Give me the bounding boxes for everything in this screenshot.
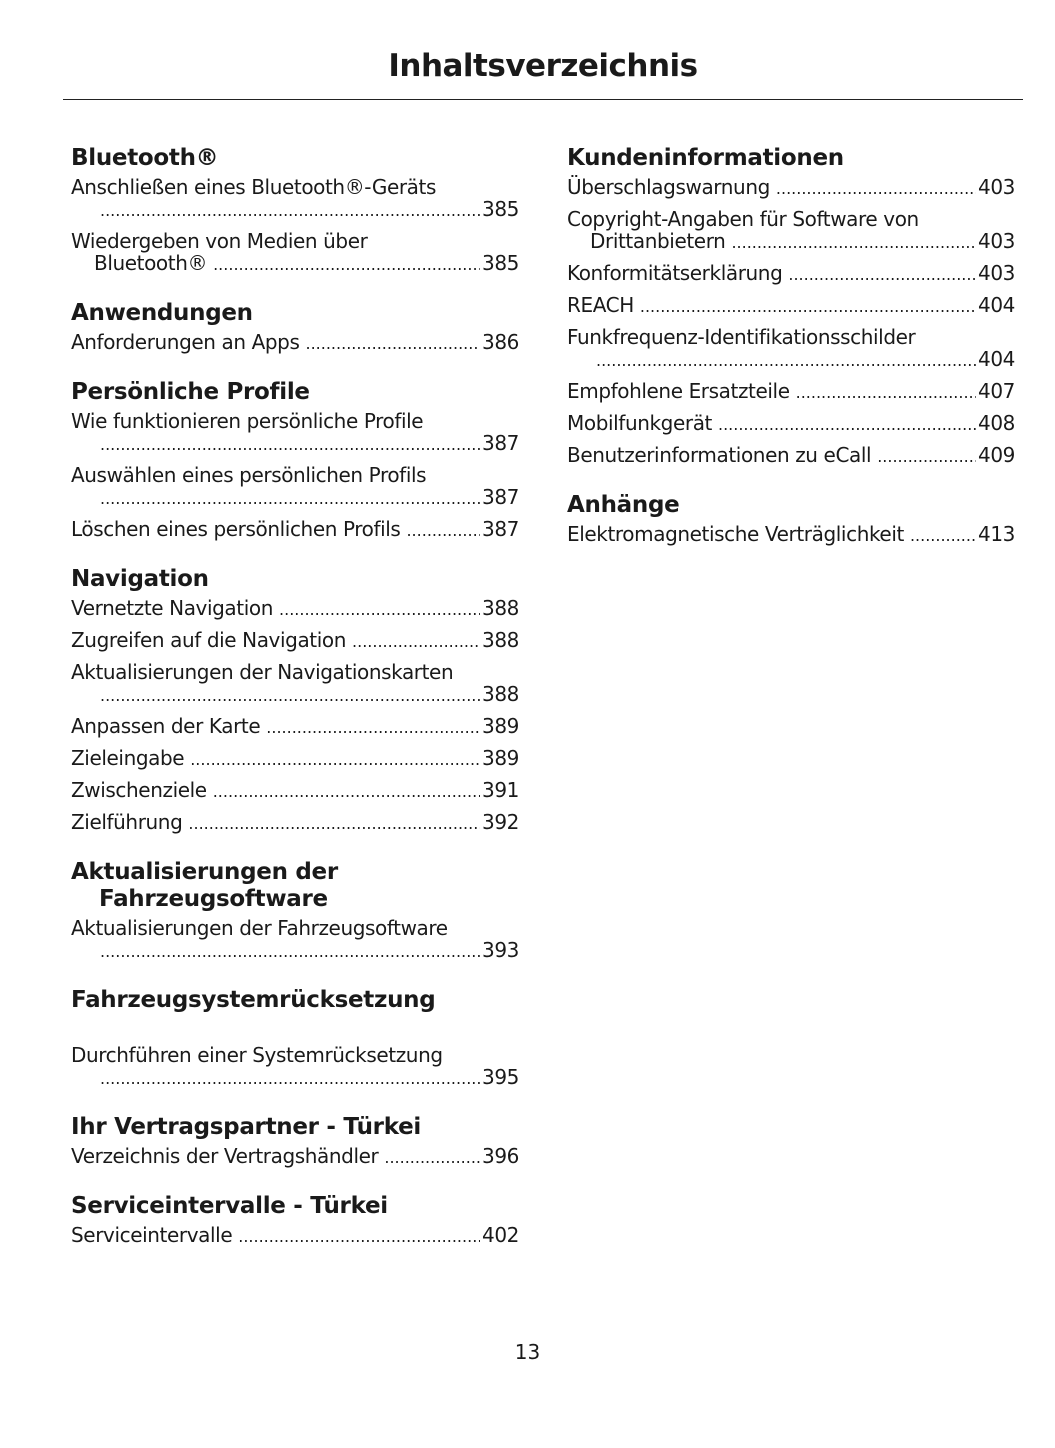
section-heading: Navigation <box>71 566 209 592</box>
entry-title-continued: Bluetooth® <box>94 251 208 275</box>
entry-title: REACH <box>567 293 634 317</box>
entry-title: Zugreifen auf die Navigation <box>71 628 347 652</box>
toc-entry[interactable] <box>71 597 519 621</box>
page-title: Inhaltsverzeichnis <box>388 48 698 84</box>
entry-line <box>94 252 519 276</box>
dot-leader <box>640 294 976 318</box>
entry-page-number: 402 <box>482 1223 519 1247</box>
entry-title: Überschlagswarnung <box>567 175 770 199</box>
entry-line <box>71 1224 519 1248</box>
dot-leader <box>188 811 480 835</box>
title-divider <box>63 99 1023 100</box>
entry-page-number: 396 <box>482 1144 519 1168</box>
entry-line <box>94 939 519 963</box>
entry-page-number: 388 <box>482 596 519 620</box>
entry-line <box>590 230 1015 254</box>
entry-page-number: 392 <box>482 810 519 834</box>
entry-title: Zwischenziele <box>71 778 207 802</box>
entry-title: Wiedergeben von Medien über <box>71 229 368 253</box>
dot-leader <box>100 198 480 222</box>
entry-line <box>94 1066 519 1090</box>
entry-page-number: 403 <box>978 229 1015 253</box>
section-heading: Anhänge <box>567 492 680 518</box>
section-heading: Anwendungen <box>71 300 253 326</box>
toc-entry[interactable] <box>71 1044 519 1090</box>
toc-entry[interactable] <box>567 444 1015 468</box>
dot-leader <box>776 176 976 200</box>
section-heading: Persönliche Profile <box>71 379 310 405</box>
toc-entry[interactable] <box>567 176 1015 200</box>
entry-title: Serviceintervalle <box>71 1223 233 1247</box>
toc-entry[interactable] <box>567 208 1015 254</box>
toc-section-persoenliche-profile <box>71 379 519 542</box>
entry-title: Benutzerinformationen zu eCall <box>567 443 872 467</box>
entry-line <box>94 486 519 510</box>
toc-right-column <box>567 145 1015 555</box>
entry-page-number: 403 <box>978 261 1015 285</box>
entry-title: Durchführen einer Systemrücksetzung <box>71 1043 443 1067</box>
toc-section-anwendungen <box>71 300 519 355</box>
entry-page-number: 408 <box>978 411 1015 435</box>
entry-page-number: 404 <box>978 347 1015 371</box>
entry-line <box>71 1145 519 1169</box>
entry-line <box>567 294 1015 318</box>
dot-leader <box>238 1224 480 1248</box>
entry-page-number: 413 <box>978 522 1015 546</box>
toc-section-bluetooth <box>71 145 519 276</box>
toc-entry[interactable] <box>71 1145 519 1169</box>
toc-entry[interactable] <box>71 747 519 771</box>
entry-line <box>71 331 519 355</box>
entry-title: Aktualisierungen der Fahrzeugsoftware <box>71 916 448 940</box>
dot-leader <box>213 779 480 803</box>
entry-line <box>567 176 1015 200</box>
toc-entry[interactable] <box>71 518 519 542</box>
entry-title: Funkfrequenz-Identifikationsschilder <box>567 325 916 349</box>
entry-title: Zielführung <box>71 810 183 834</box>
entry-page-number: 389 <box>482 746 519 770</box>
section-heading: Fahrzeugsystemrücksetzung <box>71 987 436 1013</box>
entry-title: Auswählen eines persönlichen Profils <box>71 463 427 487</box>
toc-entry[interactable] <box>71 811 519 835</box>
dot-leader <box>100 683 480 707</box>
entry-page-number: 393 <box>482 938 519 962</box>
dot-leader <box>718 412 976 436</box>
section-heading: Ihr Vertragspartner - Türkei <box>71 1114 421 1140</box>
dot-leader <box>306 331 481 355</box>
section-heading: Serviceintervalle - Türkei <box>71 1193 388 1219</box>
entry-line <box>71 597 519 621</box>
dot-leader <box>100 432 480 456</box>
toc-entry[interactable] <box>71 917 519 963</box>
toc-entry[interactable] <box>71 629 519 653</box>
entry-page-number: 391 <box>482 778 519 802</box>
toc-section-fahrzeugsystemruecksetzung <box>71 987 519 1090</box>
dot-leader <box>279 597 480 621</box>
dot-leader <box>190 747 480 771</box>
toc-entry[interactable] <box>567 326 1015 372</box>
dot-leader <box>100 1066 480 1090</box>
entry-page-number: 387 <box>482 485 519 509</box>
entry-line <box>94 198 519 222</box>
entry-page-number: 403 <box>978 175 1015 199</box>
toc-section-aktualisierungen-der-fahrzeugsoftware <box>71 859 519 963</box>
entry-line <box>567 523 1015 547</box>
entry-line <box>567 380 1015 404</box>
entry-page-number: 388 <box>482 682 519 706</box>
toc-entry[interactable] <box>567 523 1015 547</box>
page-number: 13 <box>514 1340 541 1364</box>
toc-entry[interactable] <box>71 1224 519 1248</box>
toc-entry[interactable] <box>71 230 519 276</box>
entry-title: Copyright-Angaben für Software von <box>567 207 919 231</box>
entry-title: Vernetzte Navigation <box>71 596 274 620</box>
entry-title-continued: Drittanbietern <box>590 229 726 253</box>
entry-line <box>94 432 519 456</box>
dot-leader <box>100 486 480 510</box>
dot-leader <box>877 444 976 468</box>
entry-title: Empfohlene Ersatzteile <box>567 379 790 403</box>
toc-entry[interactable] <box>71 779 519 803</box>
entry-page-number: 389 <box>482 714 519 738</box>
entry-title: Elektromagnetische Verträglichkeit <box>567 522 904 546</box>
entry-line <box>567 444 1015 468</box>
section-heading: Kundeninformationen <box>567 145 844 171</box>
entry-line <box>71 629 519 653</box>
entry-title: Mobilfunkgerät <box>567 411 712 435</box>
toc-entry[interactable] <box>71 715 519 739</box>
entry-title: Löschen eines persönlichen Profils <box>71 517 401 541</box>
entry-title: Verzeichnis der Vertragshändler <box>71 1144 379 1168</box>
toc-section-kundeninformationen <box>567 145 1015 468</box>
toc-entry[interactable] <box>567 294 1015 318</box>
entry-title: Aktualisierungen der Navigationskarten <box>71 660 454 684</box>
toc-entry[interactable] <box>71 176 519 222</box>
toc-entry[interactable] <box>567 412 1015 436</box>
toc-entry[interactable] <box>567 262 1015 286</box>
entry-title: Wie funktionieren persönliche Profile <box>71 409 424 433</box>
toc-section-navigation <box>71 566 519 835</box>
entry-line <box>71 518 519 542</box>
entry-line <box>590 348 1015 372</box>
entry-title: Anpassen der Karte <box>71 714 261 738</box>
toc-left-column <box>71 145 519 1256</box>
entry-page-number: 409 <box>978 443 1015 467</box>
entry-line <box>567 412 1015 436</box>
entry-line <box>71 715 519 739</box>
entry-page-number: 385 <box>482 197 519 221</box>
entry-page-number: 387 <box>482 431 519 455</box>
dot-leader <box>406 518 480 542</box>
toc-section-serviceintervalle-tuerkei <box>71 1193 519 1248</box>
entry-line <box>71 811 519 835</box>
dot-leader <box>384 1145 480 1169</box>
entry-line <box>71 779 519 803</box>
dot-leader <box>788 262 976 286</box>
section-heading: Bluetooth® <box>71 145 219 171</box>
entry-title: Konformitätserklärung <box>567 261 783 285</box>
entry-page-number: 387 <box>482 517 519 541</box>
toc-entry[interactable] <box>71 331 519 355</box>
toc-section-ihr-vertragspartner-tuerkei <box>71 1114 519 1169</box>
dot-leader <box>266 715 480 739</box>
toc-entry[interactable] <box>71 661 519 707</box>
toc-entry[interactable] <box>71 410 519 456</box>
dot-leader <box>731 230 976 254</box>
dot-leader <box>352 629 480 653</box>
toc-entry[interactable] <box>71 464 519 510</box>
dot-leader <box>213 252 480 276</box>
entry-page-number: 404 <box>978 293 1015 317</box>
entry-page-number: 385 <box>482 251 519 275</box>
entry-page-number: 407 <box>978 379 1015 403</box>
entry-line <box>94 683 519 707</box>
entry-title: Zieleingabe <box>71 746 185 770</box>
entry-line <box>71 747 519 771</box>
dot-leader <box>796 380 976 404</box>
entry-page-number: 388 <box>482 628 519 652</box>
dot-leader <box>596 348 976 372</box>
dot-leader <box>100 939 480 963</box>
entry-line <box>567 262 1015 286</box>
entry-title: Anforderungen an Apps <box>71 330 300 354</box>
toc-entry[interactable] <box>567 380 1015 404</box>
entry-page-number: 395 <box>482 1065 519 1089</box>
toc-section-anhaenge <box>567 492 1015 547</box>
entry-title: Anschließen eines Bluetooth®-Geräts <box>71 175 437 199</box>
entry-page-number: 386 <box>482 330 519 354</box>
section-heading: Aktualisierungen der Fahrzeugsoftware <box>71 859 338 912</box>
dot-leader <box>910 523 976 547</box>
